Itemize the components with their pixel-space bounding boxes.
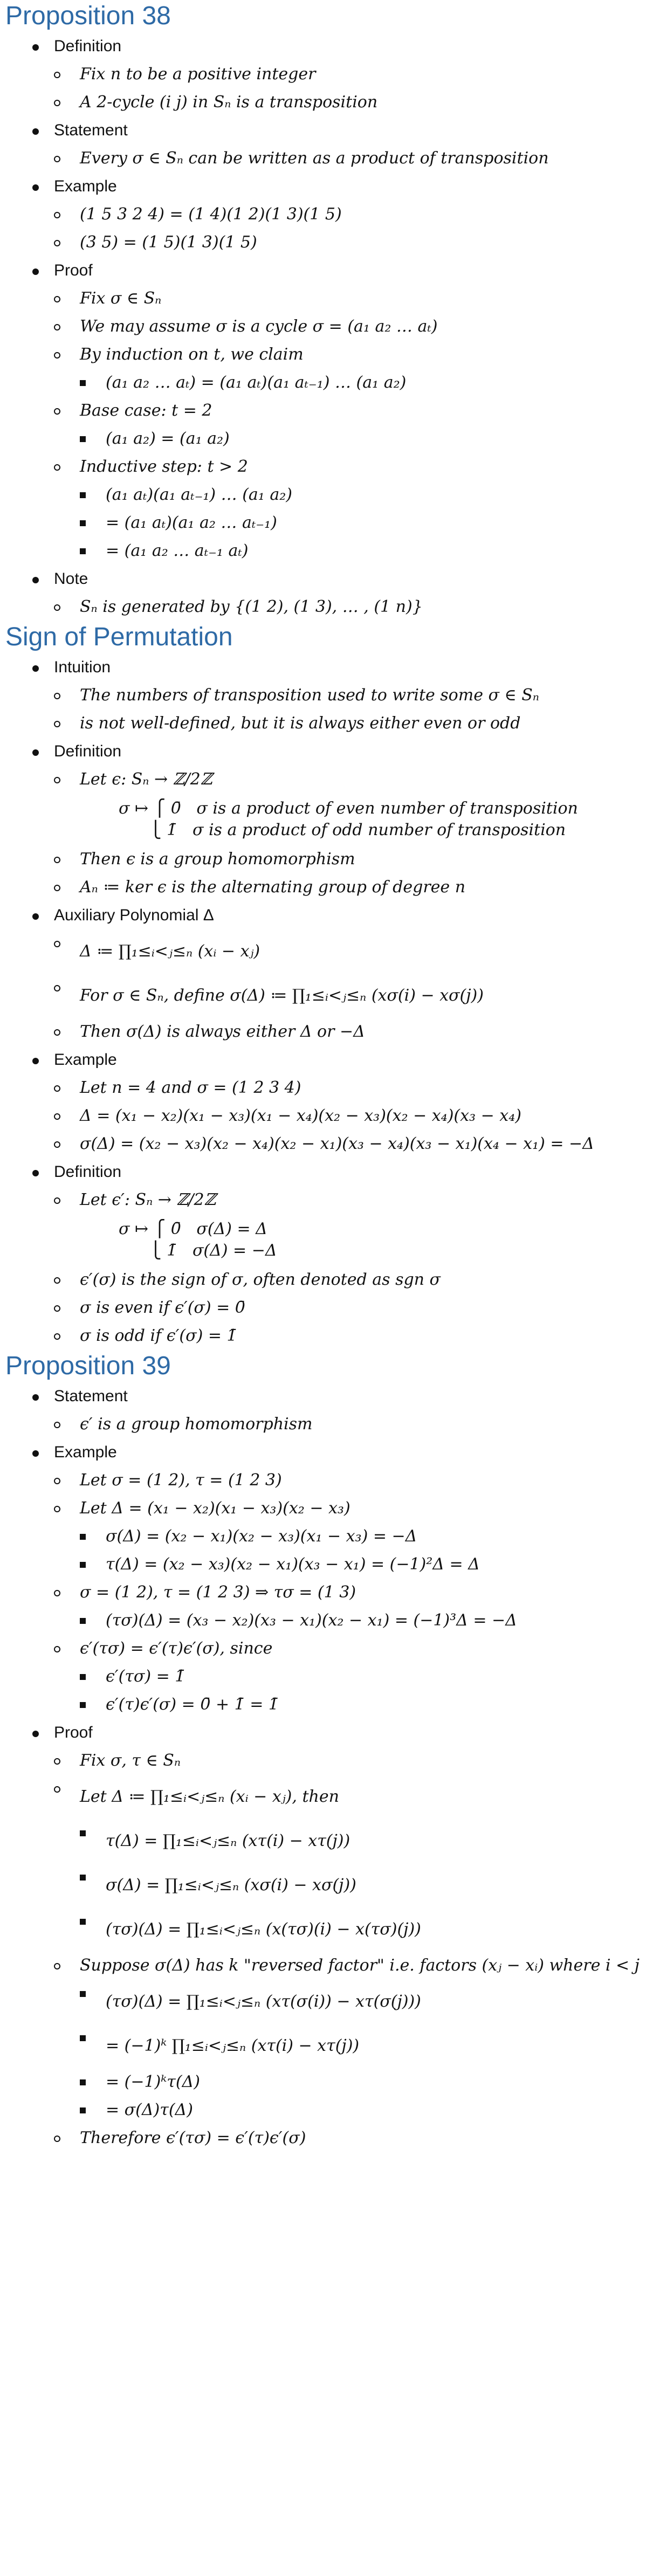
section-title: Proposition 39 [5,1352,171,1380]
list-item [54,201,646,229]
item-text [106,1523,646,1551]
math-text: σ(Δ) = (x₂ − x₁)(x₂ − x₃)(x₁ − x₃) = −Δ [106,1527,417,1546]
list-item [54,593,646,621]
list-item [80,537,646,565]
math-text: ϵ′(τ)ϵ′(σ) = 0̄ + 1̄ = 1̄ [106,1695,279,1714]
item-label: Note [54,570,88,588]
list-item [80,481,646,509]
item-label-row [54,653,646,681]
item-label-row [54,1438,646,1466]
list-item [80,509,646,537]
list-item [54,1130,646,1158]
math-text: σ(Δ) = ∏₁≤ᵢ<ⱼ≤ₙ (xσ(i) − xσ(j)) [106,1876,356,1895]
list-item [80,1980,646,2024]
math-text: Δ ≔ ∏₁≤ᵢ<ⱼ≤ₙ (xᵢ − xⱼ) [80,942,260,961]
list-level-2 [54,1186,646,1350]
math-text: = σ(Δ)τ(Δ) [106,2100,193,2119]
item-text [80,88,646,116]
list-item [80,2068,646,2096]
item-text [80,60,646,88]
item-text [106,1663,646,1691]
top-item [0,1382,646,1438]
math-text: Base case: t = 2 [80,401,212,420]
list-item [54,453,646,565]
item-text [106,1691,646,1719]
list-item [80,2096,646,2124]
item-text [106,425,646,453]
item-text [80,229,646,257]
list-item [80,369,646,397]
math-text: (a₁ a₂) = (a₁ a₂) [106,429,230,448]
math-text: Inductive step: t > 2 [80,457,248,476]
math-text: For σ ∈ Sₙ, define σ(Δ) ≔ ∏₁≤ᵢ<ⱼ≤ₙ (xσ(i) − xσ(j)) [80,986,484,1005]
item-text [80,313,646,341]
list-item [54,1747,646,1775]
item-text [106,481,646,509]
math-text: ϵ′ is a group homomorphism [80,1415,313,1434]
item-label-row [54,1046,646,1074]
list-item [54,313,646,341]
case-line: ⎩ 1̄ σ is a product of odd number of transposition [119,821,566,839]
item-label-row [54,1719,646,1747]
top-item [0,565,646,621]
list-item [80,1907,646,1952]
item-text [80,593,646,621]
item-text [106,1907,646,1952]
math-text: Fix n to be a positive integer [80,65,316,84]
top-item [0,1438,646,1719]
case-line: σ ↦ ⎧ 0̄ σ is a product of even number of transposition [119,799,578,818]
top-item [0,738,646,901]
list-item [54,1018,646,1046]
list-item [80,1551,646,1579]
item-text [80,453,646,481]
math-text: Let Δ ≔ ∏₁≤ᵢ<ⱼ≤ₙ (xᵢ − xⱼ), then [80,1787,339,1806]
list-item [54,1410,646,1438]
list-item [54,1952,646,2124]
math-text: Δ = (x₁ − x₂)(x₁ − x₃)(x₁ − x₄)(x₂ − x₃)(x₂ − x₄)(x₃ − x₄) [80,1106,521,1125]
math-text: (a₁ a₂ … aₜ) = (a₁ aₜ)(a₁ aₜ₋₁) … (a₁ a₂) [106,373,407,392]
math-text: is not well-defined, but it is always either even or odd [80,714,521,733]
item-text [80,1186,646,1214]
list-item [54,88,646,116]
item-text [80,1952,646,1980]
item-label-row [54,1158,646,1186]
math-text: τ(Δ) = (x₂ − x₃)(x₂ − x₁)(x₃ − x₁) = (−1)²Δ = Δ [106,1555,480,1574]
item-text [80,1294,646,1322]
item-text [80,974,646,1018]
math-text: (τσ)(Δ) = (x₃ − x₂)(x₃ − x₁)(x₂ − x₁) = (−1)³Δ = −Δ [106,1611,517,1630]
list-level-3 [80,369,646,397]
math-text: Let σ = (1 2), τ = (1 2 3) [80,1471,282,1490]
list-item [54,1466,646,1494]
item-text [106,2068,646,2096]
item-text [80,873,646,901]
math-text: Then σ(Δ) is always either Δ or −Δ [80,1022,365,1041]
list-item [80,1663,646,1691]
item-text [80,1494,646,1523]
top-item [0,1158,646,1350]
item-label: Example [54,1051,117,1069]
top-item [0,32,646,116]
item-label-row [54,1382,646,1410]
item-label-row [54,901,646,929]
math-text: σ is even if ϵ′(σ) = 0̄ [80,1298,245,1317]
list-item [54,1775,646,1952]
math-text: σ = (1 2), τ = (1 2 3) ⇒ τσ = (1 3) [80,1583,356,1602]
section-list [0,1382,646,2152]
list-item [54,766,646,794]
section-title: Sign of Permutation [5,623,233,651]
item-text [80,397,646,425]
item-text [80,845,646,873]
list-item [54,1074,646,1102]
item-text [106,369,646,397]
item-label-row [54,116,646,144]
item-text [80,1579,646,1607]
list-item [54,229,646,257]
list-item [54,1322,646,1350]
list-level-2 [54,285,646,565]
math-text: Let n = 4 and σ = (1 2 3 4) [80,1078,301,1097]
item-text [106,1607,646,1635]
item-text [80,710,646,738]
math-text: Let ϵ′: Sₙ → ℤ/2ℤ [80,1190,216,1209]
math-text: ϵ′(σ) is the sign of σ, often denoted as sgn σ [80,1270,441,1289]
item-text [80,201,646,229]
item-text [106,1863,646,1907]
list-level-2 [54,144,646,173]
math-text: ϵ′(τσ) = 1̄ [106,1667,185,1686]
math-text: Therefore ϵ′(τσ) = ϵ′(τ)ϵ′(σ) [80,2129,306,2147]
list-level-3 [80,1819,646,1952]
item-label-row [54,738,646,766]
math-text: Let Δ = (x₁ − x₂)(x₁ − x₃)(x₂ − x₃) [80,1499,351,1518]
item-label: Intuition [54,658,111,676]
list-level-3 [80,481,646,565]
item-label: Definition [54,742,122,760]
item-label-row [54,32,646,60]
top-item [0,257,646,565]
list-item [54,873,646,901]
item-label: Auxiliary Polynomial Δ [54,906,214,924]
math-text: σ(Δ) = (x₂ − x₃)(x₂ − x₄)(x₂ − x₁)(x₃ − x₄)(x₃ − x₁)(x₄ − x₁) = −Δ [80,1134,594,1153]
section-list [0,653,646,1350]
item-text [106,1980,646,2024]
math-text: (1 5 3 2 4) = (1 4)(1 2)(1 3)(1 5) [80,205,342,224]
math-text: (a₁ aₜ)(a₁ aₜ₋₁) … (a₁ a₂) [106,485,292,504]
list-level-2 [54,1410,646,1438]
case-line: σ ↦ ⎧ 0̄ σ(Δ) = Δ [119,1220,267,1238]
list-item [54,144,646,173]
case-definition [54,1214,646,1266]
list-item [54,341,646,397]
list-item [54,397,646,453]
math-text: Suppose σ(Δ) has k "reversed factor" i.e. factors (xⱼ − xᵢ) where i < j [80,1956,640,1975]
case-definition [54,794,646,845]
list-item [80,1523,646,1551]
math-text: = (a₁ a₂ … aₜ₋₁ aₜ) [106,541,249,560]
math-text: Let ϵ: Sₙ → ℤ/2ℤ [80,770,212,789]
list-item [54,681,646,710]
item-text [80,929,646,974]
list-item [54,1294,646,1322]
case-block [54,1214,646,1266]
list-item [80,1819,646,1863]
math-text: (τσ)(Δ) = ∏₁≤ᵢ<ⱼ≤ₙ (x(τσ)(i) − x(τσ)(j)) [106,1920,421,1939]
math-text: σ is odd if ϵ′(σ) = 1̄ [80,1326,237,1345]
item-text [80,1322,646,1350]
item-label: Statement [54,121,128,139]
list-level-2 [54,929,646,1046]
item-text [80,1074,646,1102]
top-item [0,1719,646,2152]
math-text: By induction on t, we claim [80,345,304,364]
list-level-2 [54,1466,646,1719]
item-text [106,2024,646,2068]
item-label-row [54,257,646,285]
item-text [106,1551,646,1579]
list-level-3 [80,1663,646,1719]
top-item [0,901,646,1046]
list-level-2 [54,1074,646,1158]
list-level-3 [80,425,646,453]
item-label: Proof [54,1724,93,1741]
section-list [0,32,646,621]
case-block [54,794,646,845]
item-label: Example [54,177,117,195]
item-label-row [54,173,646,201]
item-label: Proof [54,261,93,279]
item-text [80,1747,646,1775]
math-text: Sₙ is generated by {(1 2), (1 3), … , (1 n)} [80,597,423,616]
section-title: Proposition 38 [5,2,171,30]
list-level-2 [54,681,646,738]
math-text: Aₙ ≔ ker ϵ is the alternating group of degree n [80,878,466,897]
list-level-2 [54,593,646,621]
list-item [80,1691,646,1719]
math-text: Every σ ∈ Sₙ can be written as a product of transposition [80,149,549,168]
math-text: Then ϵ is a group homomorphism [80,850,355,869]
top-item [0,653,646,738]
list-item [54,60,646,88]
item-label: Definition [54,37,122,55]
item-text [80,1266,646,1294]
item-text [80,285,646,313]
math-text: = (−1)ᵏτ(Δ) [106,2072,200,2091]
math-text: The numbers of transposition used to write some σ ∈ Sₙ [80,686,539,705]
item-label-row [54,565,646,593]
list-level-3 [80,1980,646,2124]
list-level-2 [54,60,646,116]
list-item [54,974,646,1018]
top-item [0,116,646,173]
item-text [80,1130,646,1158]
item-text [80,1410,646,1438]
item-text [106,509,646,537]
item-text [80,2124,646,2152]
item-text [80,681,646,710]
math-text: = (−1)ᵏ ∏₁≤ᵢ<ⱼ≤ₙ (xτ(i) − xτ(j)) [106,2036,360,2055]
math-text: (3 5) = (1 5)(1 3)(1 5) [80,233,257,252]
item-text [80,341,646,369]
top-item [0,173,646,257]
item-text [80,766,646,794]
list-item [54,1635,646,1719]
list-level-2 [54,201,646,257]
list-item [80,425,646,453]
list-item [54,710,646,738]
item-text [80,1635,646,1663]
item-text [106,2096,646,2124]
list-item [54,1494,646,1579]
math-text: ϵ′(τσ) = ϵ′(τ)ϵ′(σ), since [80,1639,273,1658]
item-text [106,537,646,565]
math-text: Fix σ, τ ∈ Sₙ [80,1751,181,1770]
math-text: Fix σ ∈ Sₙ [80,289,162,308]
list-item [54,285,646,313]
list-item [54,1102,646,1130]
list-level-2 [54,766,646,901]
case-line: ⎩ 1̄ σ(Δ) = −Δ [119,1241,277,1260]
list-item [54,1579,646,1635]
math-text: We may assume σ is a cycle σ = (a₁ a₂ … aₜ) [80,317,438,336]
item-text [80,1466,646,1494]
list-item [54,929,646,974]
item-label: Definition [54,1163,122,1181]
item-text [80,144,646,173]
math-text: = (a₁ aₜ)(a₁ a₂ … aₜ₋₁) [106,513,277,532]
item-text [80,1018,646,1046]
item-label: Statement [54,1387,128,1405]
math-text: τ(Δ) = ∏₁≤ᵢ<ⱼ≤ₙ (xτ(i) − xτ(j)) [106,1831,351,1850]
item-text [80,1102,646,1130]
list-item [80,1863,646,1907]
list-item [54,845,646,873]
list-level-3 [80,1607,646,1635]
item-text [80,1775,646,1819]
list-item [80,2024,646,2068]
list-level-2 [54,1747,646,2152]
top-item [0,1046,646,1158]
item-text [106,1819,646,1863]
math-text: A 2-cycle (i j) in Sₙ is a transposition [80,93,378,112]
list-item [54,1266,646,1294]
list-item [54,1186,646,1214]
item-label: Example [54,1443,117,1461]
list-item [54,2124,646,2152]
list-level-3 [80,1523,646,1579]
math-text: (τσ)(Δ) = ∏₁≤ᵢ<ⱼ≤ₙ (xτ(σ(i)) − xτ(σ(j))) [106,1992,421,2011]
list-item [80,1607,646,1635]
